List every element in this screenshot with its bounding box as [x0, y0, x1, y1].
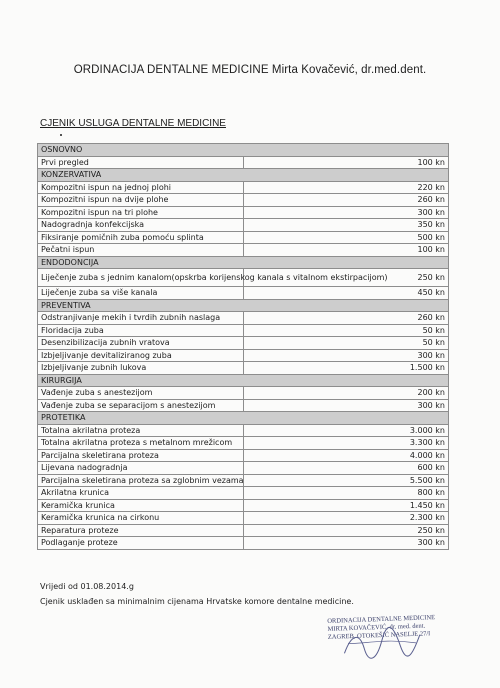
table-row — [38, 194, 449, 207]
table-row — [38, 219, 449, 232]
section-row — [38, 412, 449, 425]
table-row — [38, 474, 449, 487]
table-row — [38, 387, 449, 400]
table-row — [38, 231, 449, 244]
table-row — [38, 244, 449, 257]
table-row — [38, 181, 449, 194]
service-name: Vađenje zuba s anestezijom — [38, 387, 244, 400]
section-name: ENDODONCIJA — [38, 256, 449, 269]
service-price: 300 kn — [243, 206, 449, 219]
service-name: Totalna akrilatna proteza s metalnom mrežicom — [38, 437, 244, 450]
service-price: 50 kn — [243, 324, 449, 337]
table-row — [38, 499, 449, 512]
service-name: Akrilatna krunica — [38, 487, 244, 500]
service-name: Parcijalna skeletirana proteza sa zglobnim vezama — [38, 474, 244, 487]
service-price: 1.450 kn — [243, 499, 449, 512]
service-price: 250 kn — [243, 269, 449, 287]
service-price: 100 kn — [243, 244, 449, 257]
section-row — [38, 169, 449, 182]
section-name: KIRURGIJA — [38, 374, 449, 387]
service-price: 100 kn — [243, 156, 449, 169]
stamp-line-2: MIRTA KOVAČEVIĆ, dr. med. dent. — [327, 622, 426, 633]
table-row — [38, 337, 449, 350]
table-row — [38, 362, 449, 375]
section-name: PROTETIKA — [38, 412, 449, 425]
table-row — [38, 487, 449, 500]
service-price: 2.300 kn — [243, 512, 449, 525]
service-price: 50 kn — [243, 337, 449, 350]
signature-scribble — [341, 621, 422, 664]
table-row — [38, 399, 449, 412]
clinic-heading: ORDINACIJA DENTALNE MEDICINE Mirta Kovačević, dr.med.dent. — [73, 64, 427, 76]
service-price: 5.500 kn — [243, 474, 449, 487]
section-name: PREVENTIVA — [38, 299, 449, 312]
section-row — [38, 299, 449, 312]
service-name: Kompozitni ispun na tri plohe — [38, 206, 244, 219]
service-price: 260 kn — [243, 312, 449, 325]
service-price: 220 kn — [243, 181, 449, 194]
service-name: Izbjeljivanje zubnih lukova — [38, 362, 244, 375]
service-name: Liječenje zuba s jednim kanalom(opskrba korijenskog kanala s vitalnom ekstirpacijom) — [38, 269, 244, 287]
table-row — [38, 206, 449, 219]
service-name: Floridacija zuba — [38, 324, 244, 337]
clinic-stamp — [327, 614, 439, 666]
service-name: Keramička krunica — [38, 499, 244, 512]
service-name: Reparatura proteze — [38, 524, 244, 537]
service-price: 300 kn — [243, 349, 449, 362]
service-price: 800 kn — [243, 487, 449, 500]
service-name: Parcijalna skeletirana proteza — [38, 449, 244, 462]
price-list-title: CJENIK USLUGA DENTALNE MEDICINE — [40, 118, 226, 129]
table-row — [38, 312, 449, 325]
section-name: OSNOVNO — [38, 144, 449, 157]
service-price: 250 kn — [243, 524, 449, 537]
table-row — [38, 437, 449, 450]
table-row — [38, 269, 449, 287]
service-name: Podlaganje proteze — [38, 537, 244, 550]
service-price: 350 kn — [243, 219, 449, 232]
compliance-note: Cjenik usklađen sa minimalnim cijenama Hrvatske komore dentalne medicine. — [40, 597, 354, 606]
section-row — [38, 144, 449, 157]
stamp-line-3: ZAGREB, OTOKEŠIĆ NASELJE 27/I — [327, 630, 431, 641]
service-name: Lijevana nadogradnja — [38, 462, 244, 475]
service-price: 450 kn — [243, 287, 449, 300]
service-price: 300 kn — [243, 399, 449, 412]
service-price: 260 kn — [243, 194, 449, 207]
service-price: 300 kn — [243, 537, 449, 550]
table-row — [38, 324, 449, 337]
table-row — [38, 524, 449, 537]
speck — [60, 134, 62, 136]
table-row — [38, 156, 449, 169]
service-name: Totalna akrilatna proteza — [38, 424, 244, 437]
service-name: Keramička krunica na cirkonu — [38, 512, 244, 525]
service-price: 3.000 kn — [243, 424, 449, 437]
service-name: Liječenje zuba sa više kanala — [38, 287, 244, 300]
table-row — [38, 537, 449, 550]
service-price: 200 kn — [243, 387, 449, 400]
section-name: KONZERVATIVA — [38, 169, 449, 182]
table-row — [38, 512, 449, 525]
table-row — [38, 449, 449, 462]
service-price: 600 kn — [243, 462, 449, 475]
service-name: Prvi pregled — [38, 156, 244, 169]
service-name: Desenzibilizacija zubnih vratova — [38, 337, 244, 350]
service-price: 3.300 kn — [243, 437, 449, 450]
table-row — [38, 349, 449, 362]
table-row — [38, 287, 449, 300]
service-price: 1.500 kn — [243, 362, 449, 375]
table-row — [38, 462, 449, 475]
service-name: Pečatni ispun — [38, 244, 244, 257]
service-name: Fiksiranje pomičnih zuba pomoću splinta — [38, 231, 244, 244]
service-name: Kompozitni ispun na jednoj plohi — [38, 181, 244, 194]
section-row — [38, 256, 449, 269]
service-name: Vađenje zuba se separacijom s anestezijom — [38, 399, 244, 412]
service-name: Nadogradnja konfekcijska — [38, 219, 244, 232]
price-table — [37, 143, 449, 550]
stamp-line-1: ORDINACIJA DENTALNE MEDICINE — [327, 614, 436, 625]
service-price: 4.000 kn — [243, 449, 449, 462]
valid-from-note: Vrijedi od 01.08.2014.g — [40, 582, 134, 591]
service-name: Kompozitni ispun na dvije plohe — [38, 194, 244, 207]
service-name: Izbjeljivanje devitaliziranog zuba — [38, 349, 244, 362]
service-name: Odstranjivanje mekih i tvrdih zubnih naslaga — [38, 312, 244, 325]
service-price: 500 kn — [243, 231, 449, 244]
section-row — [38, 374, 449, 387]
table-row — [38, 424, 449, 437]
